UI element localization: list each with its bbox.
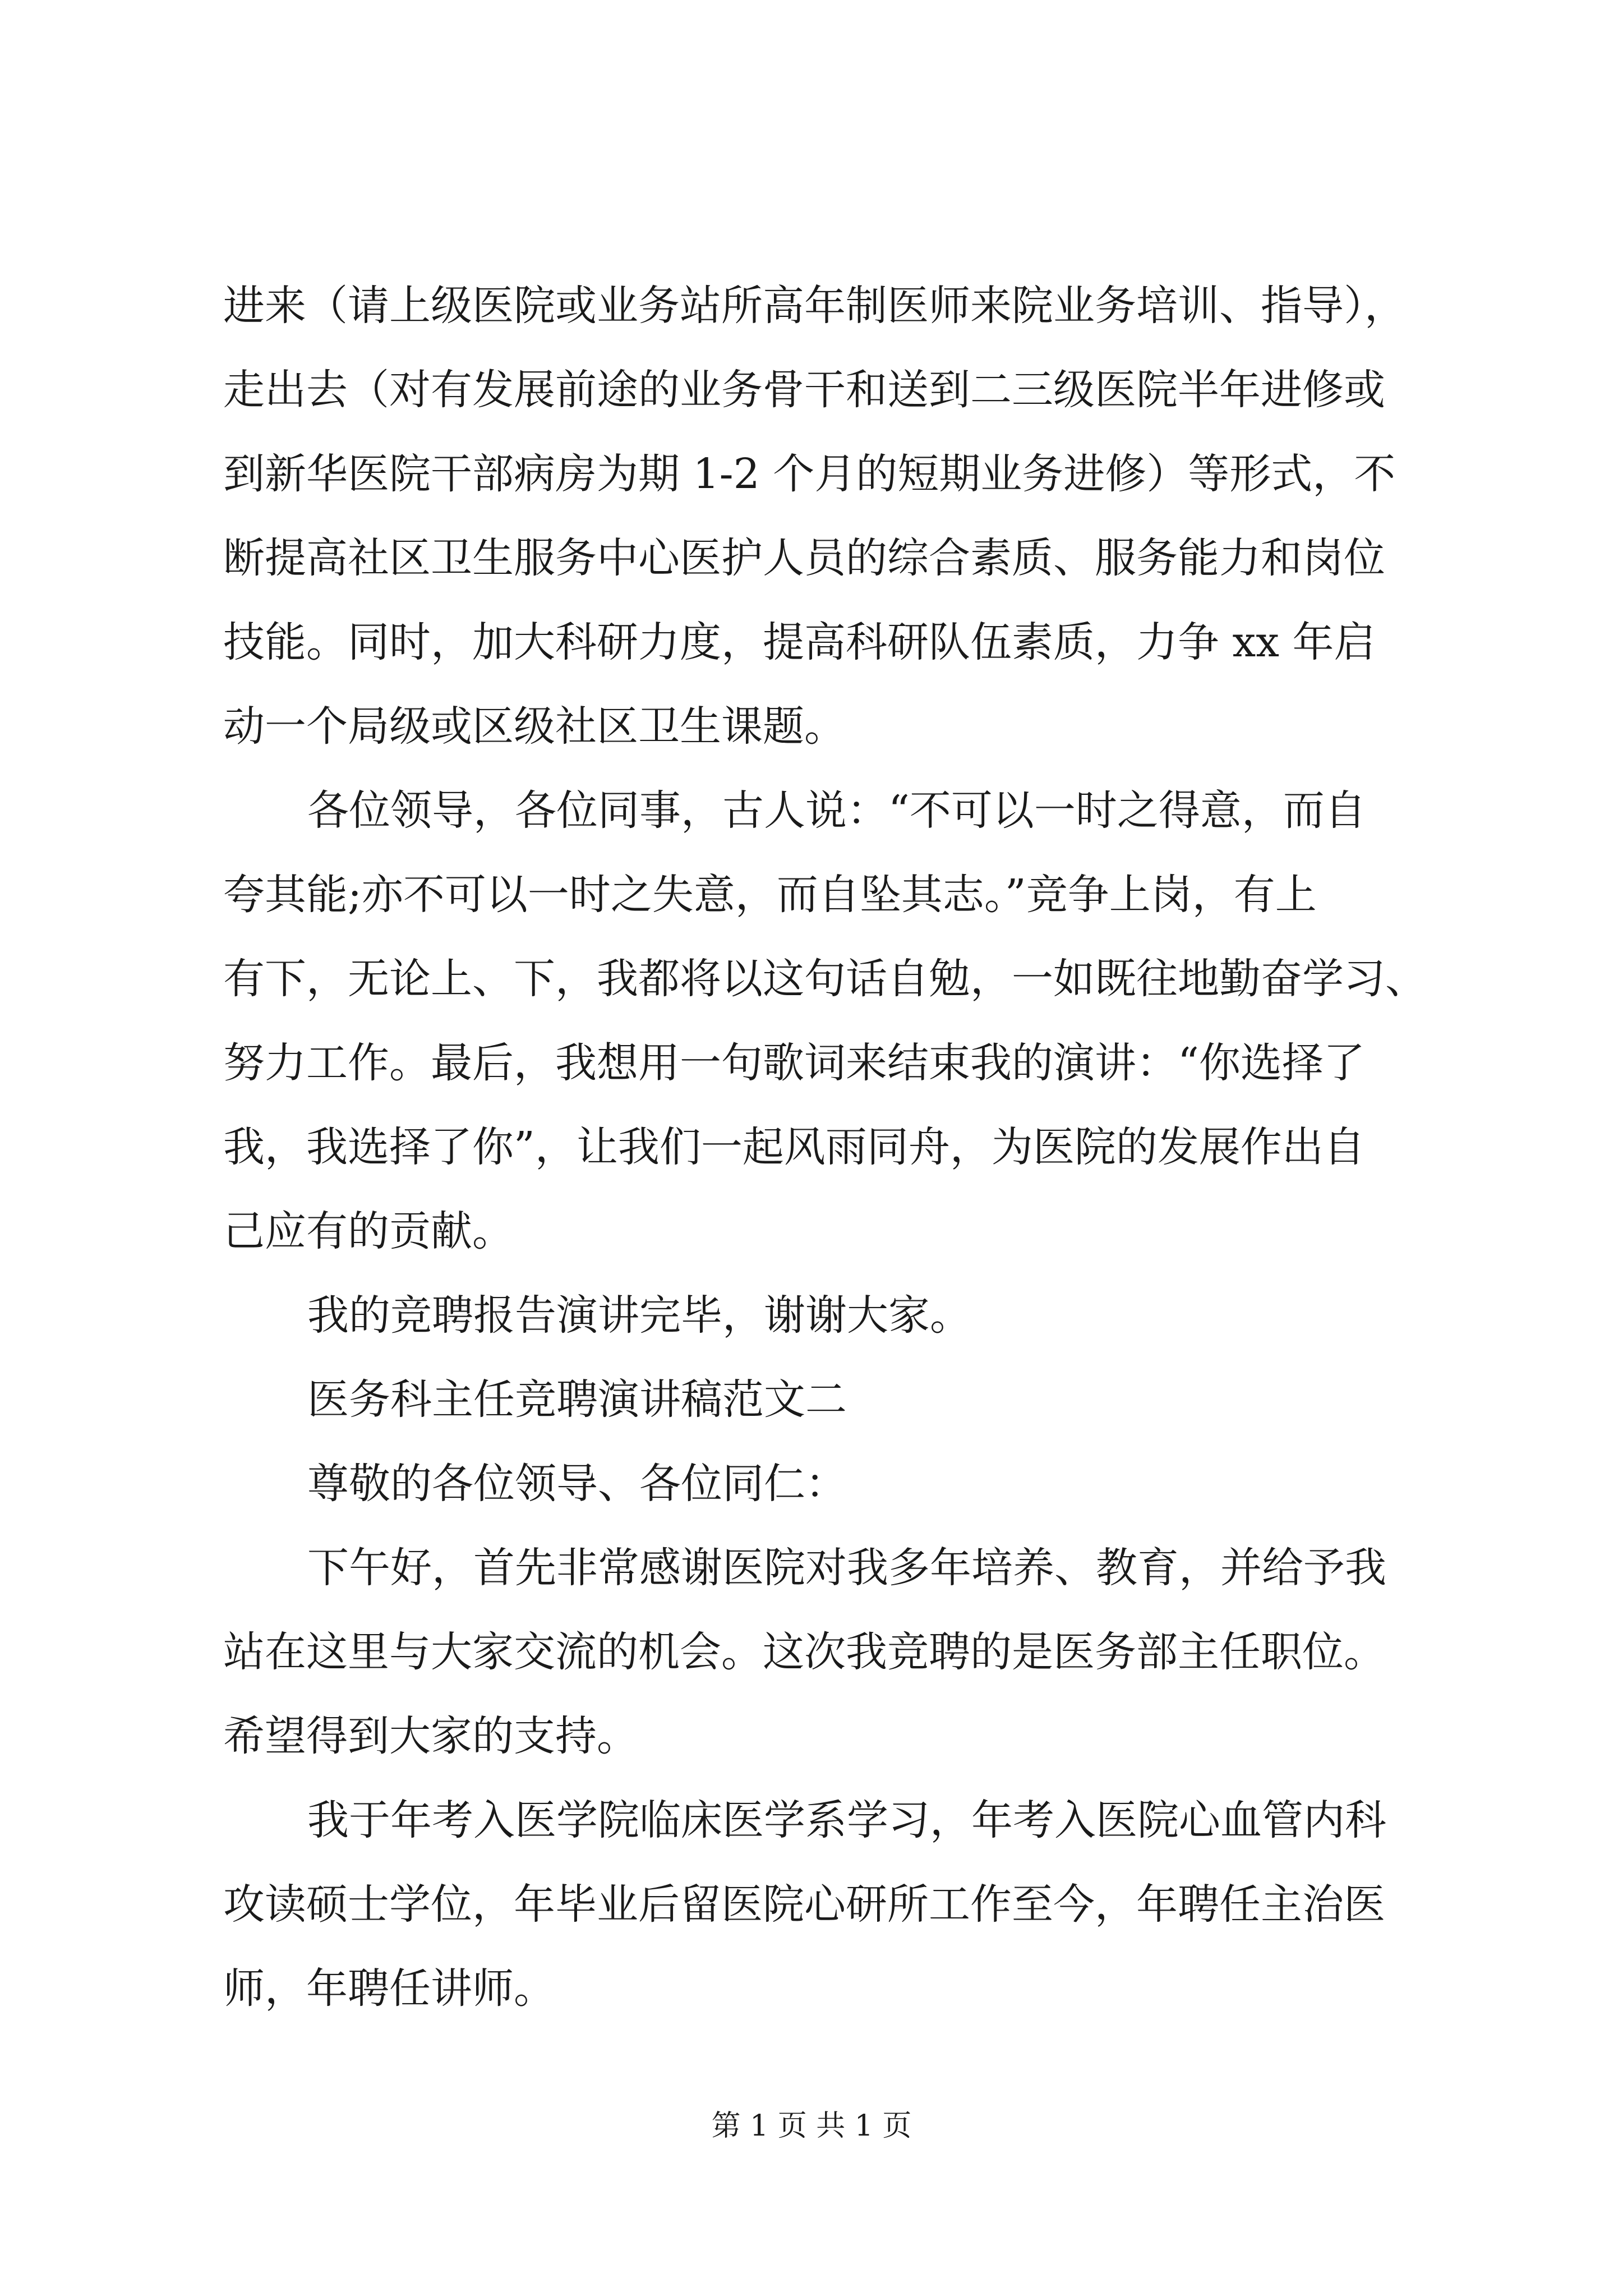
- text-line: 技能。同时，加大科研力度，提高科研队伍素质，力争 xx 年启: [223, 618, 1376, 666]
- section-title: 医务科主任竞聘演讲稿范文二: [307, 1375, 847, 1424]
- text-line: 努力工作。最后，我想用一句歌词来结束我的演讲：“你选择了: [223, 1039, 1365, 1087]
- text-line: 希望得到大家的支持。: [223, 1712, 638, 1760]
- page-footer: 第 1 页 共 1 页: [711, 2109, 912, 2143]
- paragraph-start-line: 各位领导，各位同事，古人说：“不可以一时之得意，而自: [307, 786, 1366, 835]
- text-line: 动一个局级或区级社区卫生课题。: [223, 702, 846, 751]
- paragraph-start-line: 我于年考入医学院临床医学系学习，年考入医院心血管内科: [307, 1796, 1386, 1844]
- text-line: 有下，无论上、下，我都将以这句话自勉，一如既往地勤奋学习、: [223, 955, 1427, 1003]
- paragraph-start-line: 下午好，首先非常感谢医院对我多年培养、教育，并给予我: [307, 1544, 1386, 1592]
- text-line: 夸其能;亦不可以一时之失意，而自坠其志。”竞争上岗，有上: [223, 871, 1317, 919]
- text-line: 攻读硕士学位，年毕业后留医院心研所工作至今，年聘任主治医: [223, 1880, 1385, 1929]
- paragraph-start-line: 我的竞聘报告演讲完毕，谢谢大家。: [307, 1291, 971, 1340]
- text-line: 站在这里与大家交流的机会。这次我竞聘的是医务部主任职位。: [223, 1628, 1385, 1676]
- text-line: 到新华医院干部病房为期 1-2 个月的短期业务进修）等形式，不: [223, 450, 1396, 498]
- salutation: 尊敬的各位领导、各位同仁：: [307, 1460, 847, 1508]
- text-line: 进来（请上级医院或业务站所高年制医师来院业务培训、指导），: [223, 282, 1406, 330]
- text-line: 断提高社区卫生服务中心医护人员的综合素质、服务能力和岗位: [223, 534, 1385, 582]
- text-line: 己应有的贡献。: [223, 1207, 514, 1255]
- text-line: 我，我选择了你”，让我们一起风雨同舟，为医院的发展作出自: [223, 1123, 1365, 1171]
- text-line: 走出去（对有发展前途的业务骨干和送到二三级医院半年进修或: [223, 366, 1385, 414]
- text-line: 师，年聘任讲师。: [223, 1964, 555, 2013]
